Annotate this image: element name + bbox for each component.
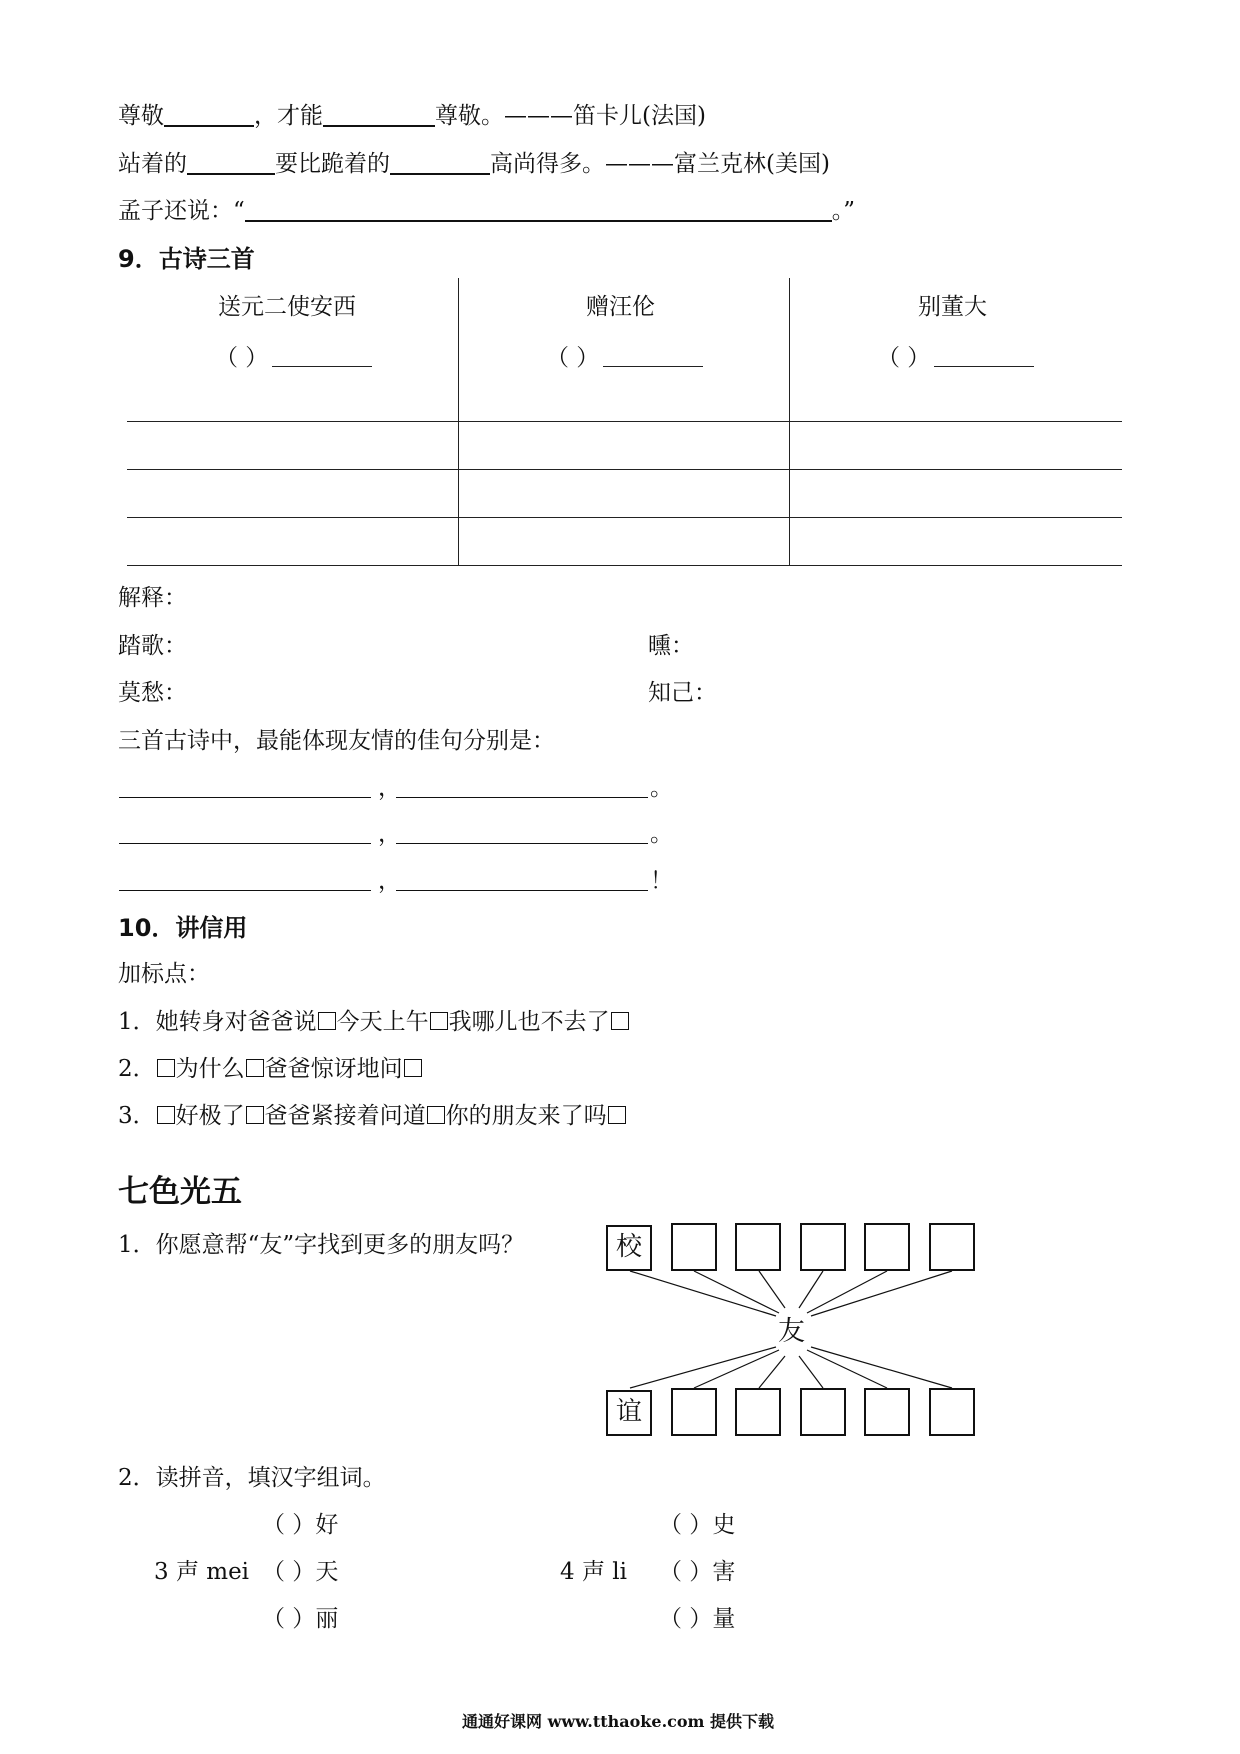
line-end: 。 bbox=[650, 821, 673, 847]
punct-box[interactable] bbox=[246, 1106, 264, 1124]
punct-item: 2． 为什么 爸爸惊讶地问 bbox=[118, 1054, 423, 1084]
answer-blank[interactable] bbox=[396, 797, 648, 798]
poem-title: 赠汪伦 bbox=[586, 294, 655, 320]
comma: ， bbox=[378, 821, 401, 847]
poem-author: （ ） bbox=[546, 343, 703, 373]
punct-box[interactable] bbox=[430, 1012, 448, 1030]
punct-box[interactable] bbox=[157, 1106, 175, 1124]
mei-label: 3 声 mei bbox=[154, 1559, 250, 1585]
blank[interactable] bbox=[187, 151, 275, 175]
center-char: 友 bbox=[778, 1316, 805, 1347]
table-line bbox=[127, 469, 1122, 470]
poem-author: （ ） bbox=[215, 343, 372, 373]
li-row: （ ）量 bbox=[659, 1606, 736, 1632]
term: 踏歌： bbox=[118, 633, 187, 659]
quote-line-2: 站着的 要比跪着的 高尚得多。———富兰克林(美国) bbox=[118, 151, 830, 177]
punct-box[interactable] bbox=[318, 1012, 336, 1030]
bottom-blank-box[interactable] bbox=[864, 1388, 910, 1436]
bottom-blank-box[interactable] bbox=[671, 1388, 717, 1436]
footer: 通通好课网 www.tthaoke.com 提供下载 bbox=[462, 1712, 775, 1731]
top-blank-box[interactable] bbox=[929, 1223, 975, 1271]
term: 曛： bbox=[648, 633, 694, 659]
table-line bbox=[127, 421, 1122, 422]
bottom-blank-box[interactable] bbox=[800, 1388, 846, 1436]
top-blank-box[interactable] bbox=[864, 1223, 910, 1271]
poem-title: 别董大 bbox=[918, 294, 987, 320]
line-end: ！ bbox=[650, 868, 673, 894]
mei-row: （ ）丽 bbox=[262, 1606, 339, 1632]
section-10-title: 10．讲信用 bbox=[118, 914, 248, 942]
term: 知己： bbox=[648, 680, 717, 706]
author-blank[interactable] bbox=[934, 346, 1034, 367]
poem-title: 送元二使安西 bbox=[218, 294, 356, 320]
punct-box[interactable] bbox=[427, 1106, 445, 1124]
punct-box[interactable] bbox=[611, 1012, 629, 1030]
li-row: （ ）害 bbox=[659, 1559, 736, 1585]
top-blank-box[interactable] bbox=[735, 1223, 781, 1271]
qise-question-1: 1．你愿意帮“友”字找到更多的朋友吗？ bbox=[118, 1232, 525, 1258]
blank[interactable] bbox=[323, 103, 435, 127]
li-row: （ ）史 bbox=[659, 1512, 736, 1538]
top-blank-box[interactable] bbox=[671, 1223, 717, 1271]
blank[interactable] bbox=[164, 103, 254, 127]
answer-blank[interactable] bbox=[396, 843, 648, 844]
bottom-char-box: 谊 bbox=[606, 1390, 652, 1436]
punct-item: 1．她转身对爸爸说 今天上午 我哪儿也不去了 bbox=[118, 1007, 630, 1037]
punct-box[interactable] bbox=[404, 1059, 422, 1077]
punct-item: 3． 好极了 爸爸紧接着问道 你的朋友来了吗 bbox=[118, 1101, 627, 1131]
section-9-title: 9．古诗三首 bbox=[118, 245, 255, 273]
punct-box[interactable] bbox=[157, 1059, 175, 1077]
answer-blank[interactable] bbox=[119, 797, 371, 798]
punct-box[interactable] bbox=[608, 1106, 626, 1124]
mei-row: （ ）好 bbox=[262, 1512, 339, 1538]
punctuation-prompt: 加标点： bbox=[118, 961, 210, 987]
answer-blank[interactable] bbox=[119, 843, 371, 844]
comma: ， bbox=[378, 775, 401, 801]
bottom-blank-box[interactable] bbox=[929, 1388, 975, 1436]
author-blank[interactable] bbox=[603, 346, 703, 367]
friendship-prompt: 三首古诗中，最能体现友情的佳句分别是： bbox=[118, 728, 555, 754]
table-line bbox=[127, 517, 1122, 518]
punct-box[interactable] bbox=[246, 1059, 264, 1077]
author-blank[interactable] bbox=[272, 346, 372, 367]
table-line bbox=[127, 565, 1122, 566]
explain-label: 解释： bbox=[118, 585, 187, 611]
qise-title: 七色光五 bbox=[118, 1174, 242, 1210]
blank[interactable] bbox=[390, 151, 490, 175]
comma: ， bbox=[378, 868, 401, 894]
quote-line-1: 尊敬 ，才能 尊敬。———笛卡儿(法国) bbox=[118, 103, 706, 129]
poem-author: （ ） bbox=[877, 343, 1034, 373]
li-label: 4 声 li bbox=[560, 1559, 627, 1585]
qise-question-2: 2．读拼音，填汉字组词。 bbox=[118, 1465, 386, 1491]
quote-line-3: 孟子还说：“ 。” bbox=[118, 198, 856, 224]
blank[interactable] bbox=[245, 198, 832, 222]
line-end: 。 bbox=[650, 775, 673, 801]
top-char-box: 校 bbox=[606, 1225, 652, 1271]
answer-blank[interactable] bbox=[119, 890, 371, 891]
term: 莫愁： bbox=[118, 680, 187, 706]
top-blank-box[interactable] bbox=[800, 1223, 846, 1271]
bottom-blank-box[interactable] bbox=[735, 1388, 781, 1436]
mei-row: （ ）天 bbox=[262, 1559, 339, 1585]
answer-blank[interactable] bbox=[396, 890, 648, 891]
